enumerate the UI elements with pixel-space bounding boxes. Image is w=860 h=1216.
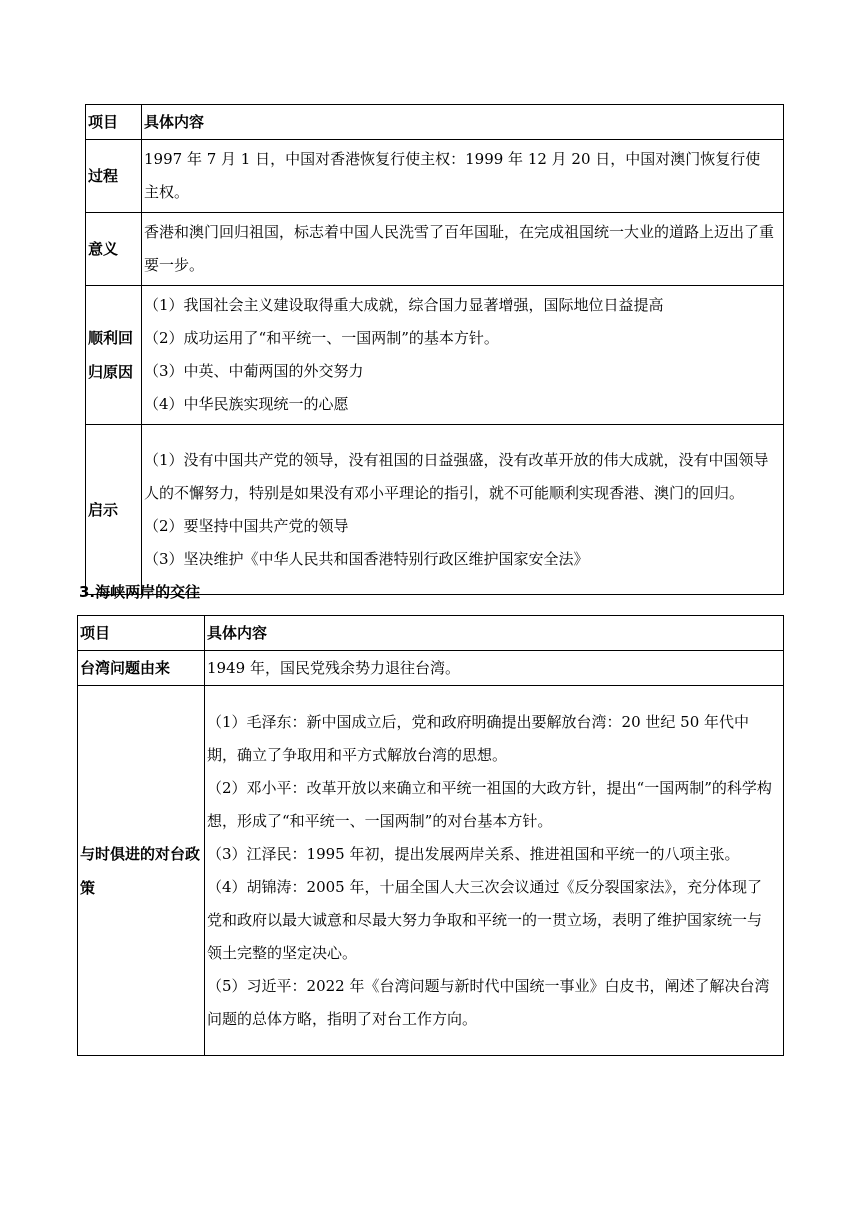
table-row	[78, 686, 784, 1056]
content-line: （3）江泽民：1995 年初，提出发展两岸关系、推进祖国和平统一的八项主张。	[207, 844, 740, 863]
content-line: 香港和澳门回归祖国，标志着中国人民洗雪了百年国耻，在完成祖国统一大业的道路上迈出了重要一步。	[144, 223, 775, 274]
table-row	[86, 140, 784, 213]
content-line: （3）坚决维护《中华人民共和国香港特别行政区维护国家安全法》	[144, 549, 589, 568]
header-item: 项目	[86, 105, 142, 140]
content-line: （2）成功运用了“和平统一、一国两制”的基本方针。	[144, 329, 499, 347]
row-label: 台湾问题由来	[78, 651, 205, 686]
content-line: （4）中华民族实现统一的心愿	[144, 395, 349, 413]
row-label: 启示	[86, 425, 142, 595]
row-content	[205, 651, 784, 686]
section-title: 3.海峡两岸的交往	[79, 583, 201, 601]
row-content	[205, 686, 784, 1056]
hk-macau-return-table	[85, 104, 784, 595]
row-content	[142, 286, 784, 425]
row-content	[142, 425, 784, 595]
content-line: （5）习近平：2022 年《台湾问题与新时代中国统一事业》白皮书，阐述了解决台湾问题的总体方略，指明了对台工作方向。	[207, 976, 770, 1028]
table-row	[86, 425, 784, 595]
table-header-row	[78, 616, 784, 651]
content-line: （2）邓小平：改革开放以来确立和平统一祖国的大政方针，提出“一国两制”的科学构想，形成了“和平统一、一国两制”的对台基本方针。	[207, 778, 772, 830]
content-line: （1）我国社会主义建设取得重大成就，综合国力显著增强，国际地位日益提高	[144, 296, 664, 314]
cross-strait-table	[77, 615, 784, 1056]
table-row	[86, 286, 784, 425]
row-label: 意义	[86, 213, 142, 286]
row-content	[142, 213, 784, 286]
content-line: 1949 年，国民党残余势力退往台湾。	[207, 658, 460, 677]
content-line: （1）没有中国共产党的领导，没有祖国的日益强盛，没有改革开放的伟大成就，没有中国领导人的不懈努力，特别是如果没有邓小平理论的指引，就不可能顺利实现香港、澳门的回归。	[144, 450, 769, 502]
content-line: （1）毛泽东：新中国成立后，党和政府明确提出要解放台湾：20 世纪 50 年代中期，确立了争取用和平方式解放台湾的思想。	[207, 712, 750, 764]
content-line: （2）要坚持中国共产党的领导	[144, 516, 349, 535]
content-line: 1997 年 7 月 1 日，中国对香港恢复行使主权：1999 年 12 月 20 日，中国对澳门恢复行使主权。	[144, 150, 761, 201]
table-header-row	[86, 105, 784, 140]
row-content	[142, 140, 784, 213]
header-item: 项目	[78, 616, 205, 651]
row-label	[86, 286, 142, 425]
header-content: 具体内容	[205, 616, 784, 651]
header-content: 具体内容	[142, 105, 784, 140]
table-row	[86, 213, 784, 286]
content-line: （4）胡锦涛：2005 年，十届全国人大三次会议通过《反分裂国家法》，充分体现了党和政府以最大诚意和尽最大努力争取和平统一的一贯立场，表明了维护国家统一与领土完整的坚定决心。	[207, 877, 763, 962]
row-label-text: 顺利回归原因	[88, 329, 134, 381]
row-label: 过程	[86, 140, 142, 213]
table-row	[78, 651, 784, 686]
row-label: 与时俱进的对台政策	[78, 686, 205, 1056]
content-line: （3）中英、中葡两国的外交努力	[144, 362, 364, 380]
